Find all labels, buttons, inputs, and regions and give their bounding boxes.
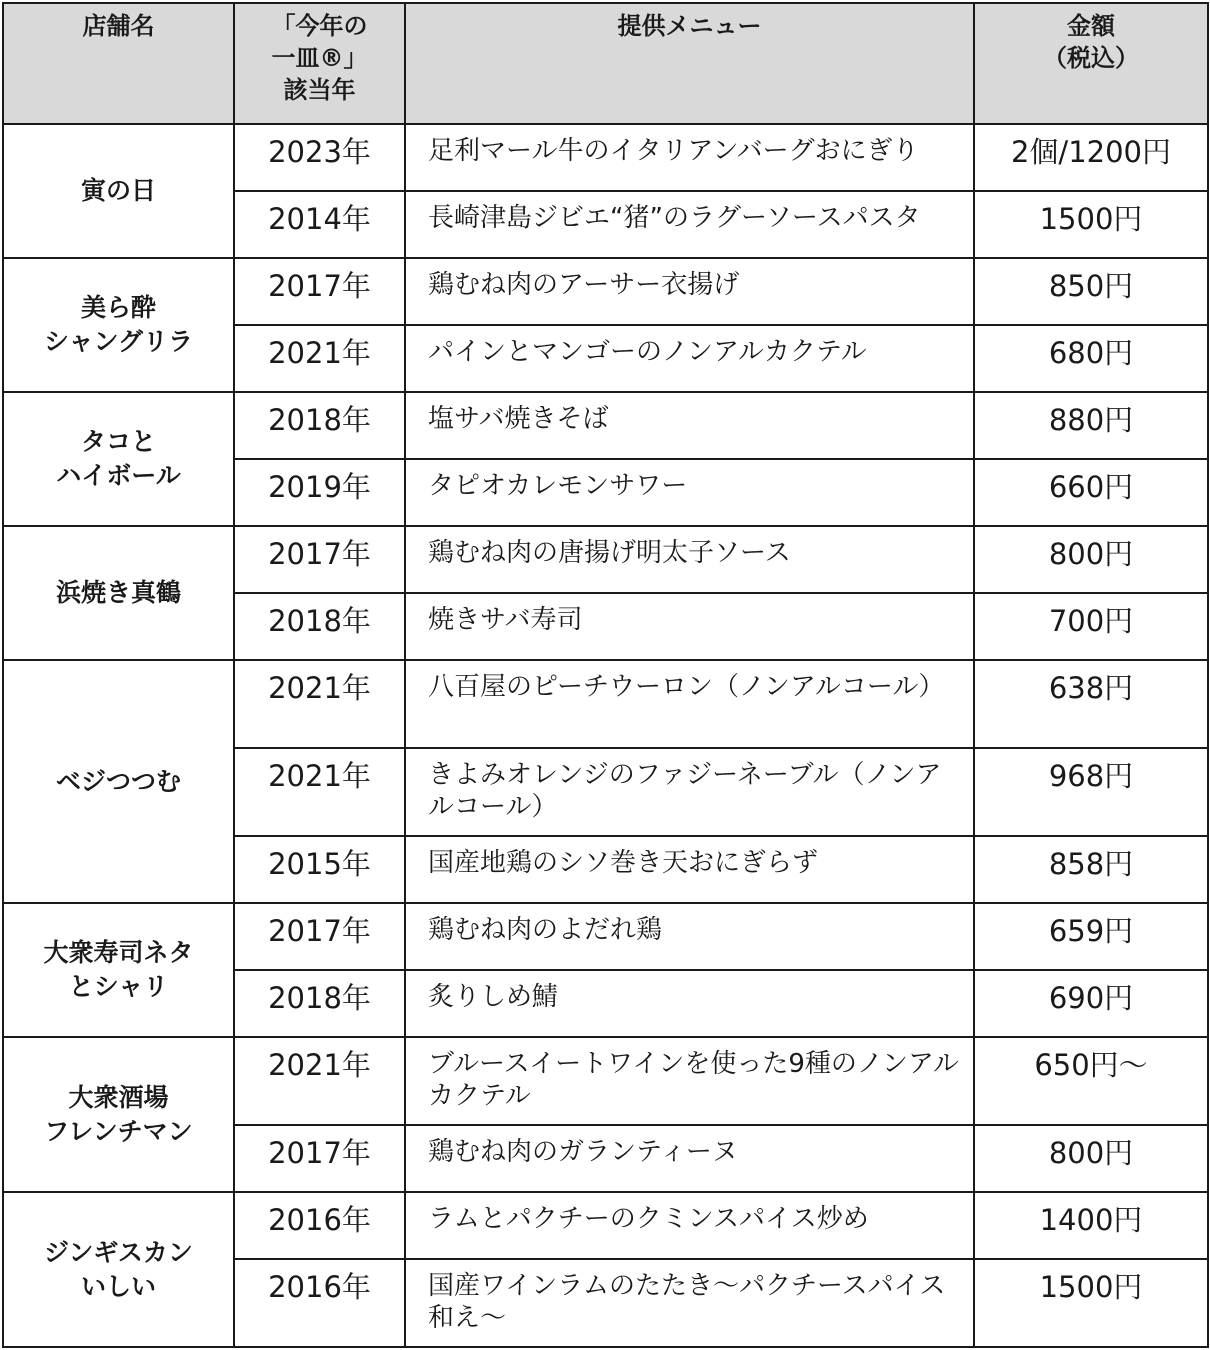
price-cell: 690円 bbox=[974, 970, 1208, 1037]
menu-item-cell: 塩サバ焼きそば bbox=[405, 392, 974, 459]
menu-item-cell: 足利マール牛のイタリアンバーグおにぎり bbox=[405, 124, 974, 191]
menu-item-cell: きよみオレンジのファジーネーブル（ノンアルコール） bbox=[405, 748, 974, 836]
year-cell: 2021年 bbox=[234, 1037, 405, 1125]
year-cell: 2021年 bbox=[234, 748, 405, 836]
year-cell: 2019年 bbox=[234, 459, 405, 526]
table-row bbox=[3, 1037, 1208, 1125]
store-name: 寅の日 bbox=[3, 124, 234, 258]
header-price: 金額 （税込） bbox=[974, 3, 1208, 124]
table-row bbox=[3, 903, 1208, 970]
price-cell: 1500円 bbox=[974, 1259, 1208, 1347]
price-cell: 1400円 bbox=[974, 1192, 1208, 1259]
menu-item-cell: ラムとパクチーのクミンスパイス炒め bbox=[405, 1192, 974, 1259]
store-name: 美ら酔 シャングリラ bbox=[3, 258, 234, 392]
price-cell: 800円 bbox=[974, 1125, 1208, 1192]
store-name: 大衆酒場 フレンチマン bbox=[3, 1037, 234, 1192]
table-row bbox=[3, 258, 1208, 325]
price-cell: 2個/1200円 bbox=[974, 124, 1208, 191]
year-cell: 2021年 bbox=[234, 660, 405, 748]
store-name: ベジつつむ bbox=[3, 660, 234, 903]
year-cell: 2017年 bbox=[234, 258, 405, 325]
year-cell: 2018年 bbox=[234, 392, 405, 459]
menu-item-cell: ブルースイートワインを使った9種のノンアルカクテル bbox=[405, 1037, 974, 1125]
table-row bbox=[3, 124, 1208, 191]
year-cell: 2018年 bbox=[234, 970, 405, 1037]
menu-item-cell: 八百屋のピーチウーロン（ノンアルコール） bbox=[405, 660, 974, 748]
menu-item-cell: 鶏むね肉のガランティーヌ bbox=[405, 1125, 974, 1192]
menu-item-cell: 国産ワインラムのたたき～パクチースパイス和え～ bbox=[405, 1259, 974, 1347]
price-cell: 638円 bbox=[974, 660, 1208, 748]
menu-item-cell: タピオカレモンサワー bbox=[405, 459, 974, 526]
price-cell: 660円 bbox=[974, 459, 1208, 526]
year-cell: 2014年 bbox=[234, 191, 405, 258]
year-cell: 2018年 bbox=[234, 593, 405, 660]
price-cell: 1500円 bbox=[974, 191, 1208, 258]
price-cell: 850円 bbox=[974, 258, 1208, 325]
year-cell: 2016年 bbox=[234, 1259, 405, 1347]
year-cell: 2017年 bbox=[234, 1125, 405, 1192]
menu-item-cell: パインとマンゴーのノンアルカクテル bbox=[405, 325, 974, 392]
store-name: 大衆寿司ネタ とシャリ bbox=[3, 903, 234, 1037]
header-row bbox=[3, 3, 1208, 124]
table-row bbox=[3, 1192, 1208, 1259]
price-cell: 800円 bbox=[974, 526, 1208, 593]
year-cell: 2021年 bbox=[234, 325, 405, 392]
menu-item-cell: 国産地鶏のシソ巻き天おにぎらず bbox=[405, 836, 974, 903]
price-cell: 880円 bbox=[974, 392, 1208, 459]
price-cell: 650円～ bbox=[974, 1037, 1208, 1125]
menu-item-cell: 鶏むね肉のアーサー衣揚げ bbox=[405, 258, 974, 325]
price-cell: 659円 bbox=[974, 903, 1208, 970]
year-cell: 2017年 bbox=[234, 526, 405, 593]
header-menu: 提供メニュー bbox=[405, 3, 974, 124]
table-row bbox=[3, 660, 1208, 748]
table-row bbox=[3, 392, 1208, 459]
store-name: タコと ハイボール bbox=[3, 392, 234, 526]
price-cell: 858円 bbox=[974, 836, 1208, 903]
table-row bbox=[3, 526, 1208, 593]
menu-item-cell: 鶏むね肉の唐揚げ明太子ソース bbox=[405, 526, 974, 593]
menu-table bbox=[2, 2, 1209, 1348]
header-year: 「今年の 一皿®」 該当年 bbox=[234, 3, 405, 124]
header-store: 店舗名 bbox=[3, 3, 234, 124]
year-cell: 2023年 bbox=[234, 124, 405, 191]
price-cell: 680円 bbox=[974, 325, 1208, 392]
store-name: 浜焼き真鶴 bbox=[3, 526, 234, 660]
year-cell: 2016年 bbox=[234, 1192, 405, 1259]
menu-item-cell: 鶏むね肉のよだれ鶏 bbox=[405, 903, 974, 970]
year-cell: 2017年 bbox=[234, 903, 405, 970]
menu-item-cell: 焼きサバ寿司 bbox=[405, 593, 974, 660]
price-cell: 700円 bbox=[974, 593, 1208, 660]
year-cell: 2015年 bbox=[234, 836, 405, 903]
store-name: ジンギスカン いしい bbox=[3, 1192, 234, 1347]
menu-item-cell: 炙りしめ鯖 bbox=[405, 970, 974, 1037]
price-cell: 968円 bbox=[974, 748, 1208, 836]
menu-item-cell: 長崎津島ジビエ“猪”のラグーソースパスタ bbox=[405, 191, 974, 258]
